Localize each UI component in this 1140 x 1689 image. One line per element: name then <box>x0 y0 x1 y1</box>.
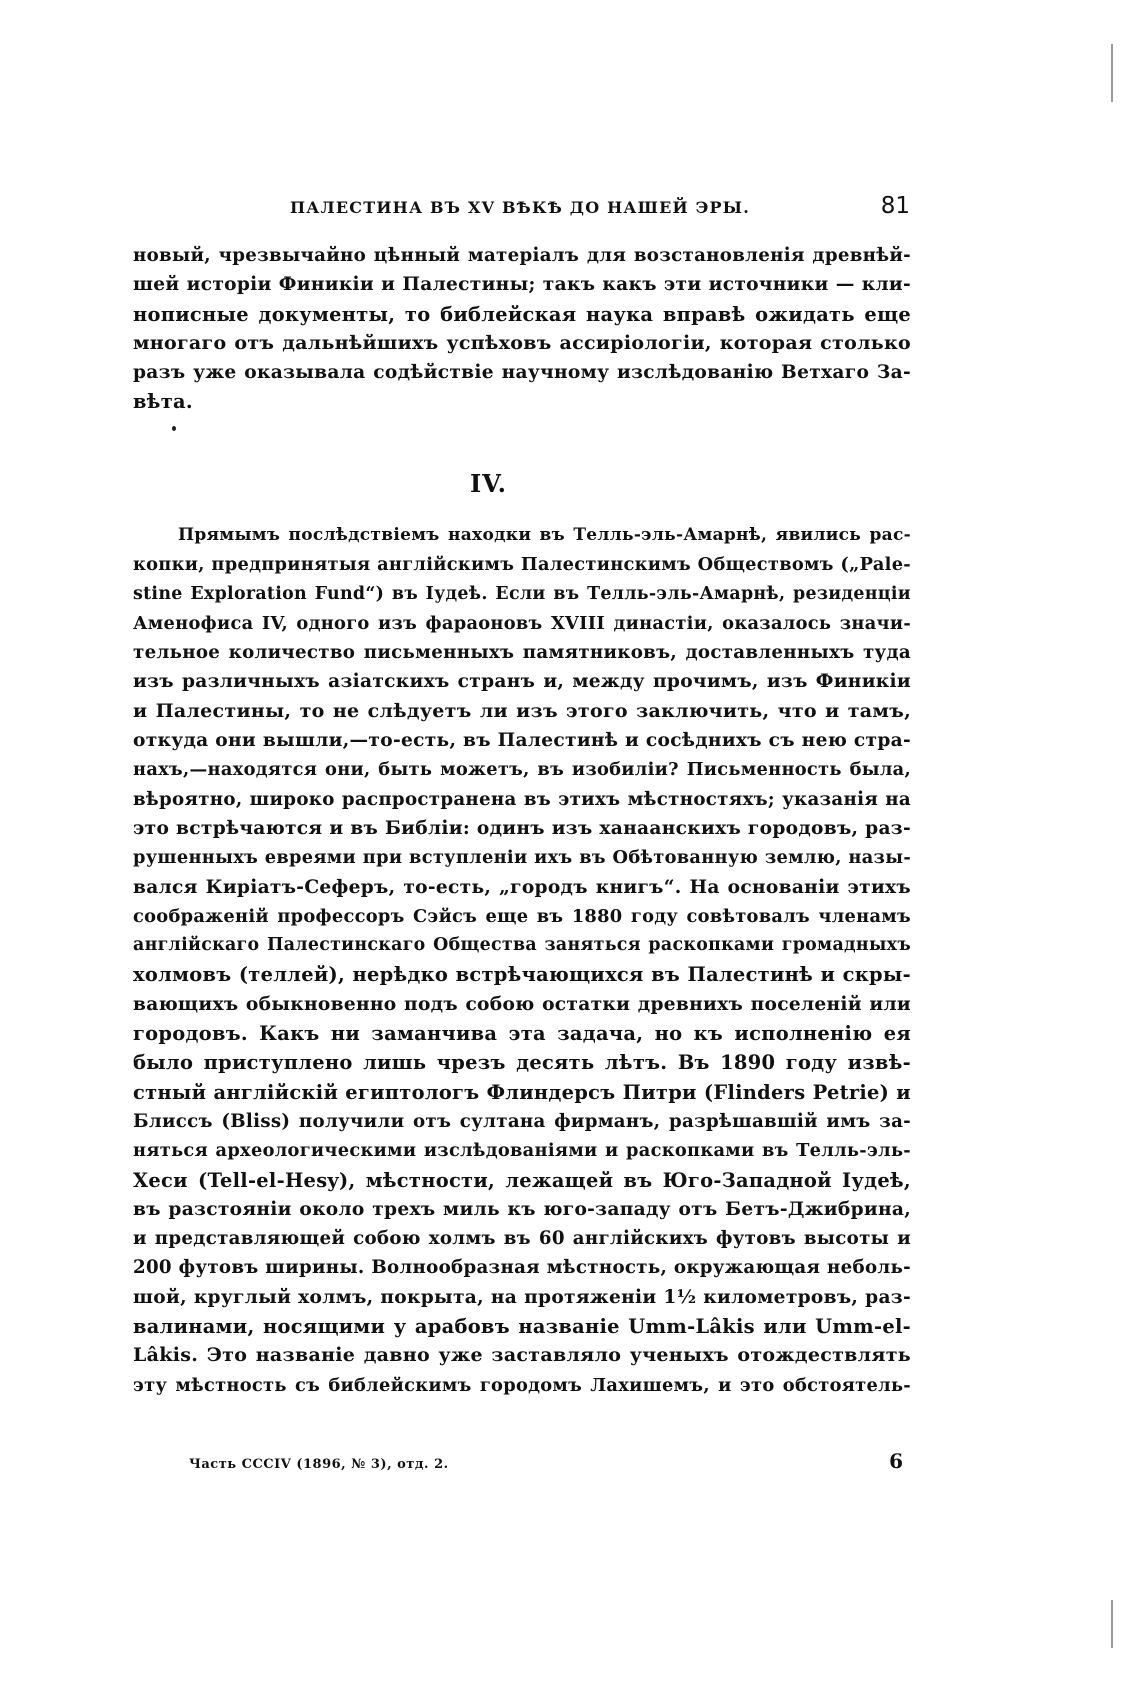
text-line: шей исторіи Финикіи и Палестины; такъ какъ эти источники — кли- <box>133 274 911 296</box>
text-line: Аменофиса IV, одного изъ фараоновъ XVIII династіи, оказалось значи- <box>133 612 911 634</box>
text-line: Блиссъ (Bliss) получили отъ султана фирманъ, разрѣшавшій имъ за- <box>133 1110 911 1132</box>
sheet-number: 6 <box>889 1449 903 1473</box>
text-line: городовъ. Какъ ни заманчива эта задача, но къ исполненію ея <box>133 1022 911 1046</box>
printer-signature: Часть CCCIV (1896, № 3), отд. 2. <box>189 1457 449 1472</box>
text-line: рушенныхъ евреями при вступленіи ихъ въ Обѣтованную землю, назы- <box>133 847 911 869</box>
text-line: шой, круглый холмъ, покрыта, на протяженіи 1½ километровъ, раз- <box>133 1286 911 1308</box>
text-line: и Палестины, то не слѣдуетъ ли изъ этого заключить, что и тамъ, <box>133 699 911 722</box>
text-line: вѣта. <box>133 390 193 414</box>
text-line: англійскаго Палестинскаго Общества заняться раскопками громадныхъ <box>133 935 911 956</box>
text-line: валинами, носящими у арабовъ названіе Umm-Lâkis или Umm-el- <box>133 1315 911 1339</box>
paragraph-section-iv <box>133 521 911 1400</box>
text-line: Прямымъ послѣдствіемъ находки въ Телль-эль-Амарнѣ, явились рас- <box>178 525 911 545</box>
text-line: стный англійскій египтологъ Флиндерсъ Питри (Flinders Petrie) и <box>133 1080 911 1104</box>
scan-speck <box>172 426 176 431</box>
text-line: Хеси (Tell-el-Hesy), мѣстности, лежащей въ Юго-Западной Іудеѣ, <box>133 1168 911 1192</box>
text-line: нахъ,—находятся они, быть можетъ, въ изобиліи? Письменность была, <box>133 759 911 781</box>
text-line: многаго отъ дальнѣйшихъ успѣховъ ассиріологіи, которая столько <box>133 331 911 354</box>
text-line: 200 футовъ ширины. Волнообразная мѣстность, окружающая неболь- <box>133 1257 911 1279</box>
page-footer <box>189 1449 911 1477</box>
text-line: вался Киріатъ-Сеферъ, то-есть, „городъ книгъ“. На основаніи этихъ <box>133 876 911 898</box>
text-line: вающихъ обыкновенно подъ собою остатки древнихъ поселеній или <box>133 993 911 1015</box>
scan-edge-mark-top <box>1111 44 1113 102</box>
text-line: вѣроятно, широко распространена въ этихъ мѣстностяхъ; указанія на <box>133 788 911 810</box>
text-line: изъ различныхъ азіатскихъ странъ и, между прочимъ, изъ Финикіи <box>133 671 911 693</box>
scan-edge-mark-bottom <box>1111 1600 1113 1648</box>
text-line: эту мѣстность съ библейскимъ городомъ Лахишемъ, и это обстоятель- <box>133 1374 911 1396</box>
text-line: тельное количество письменныхъ памятниковъ, доставленныхъ туда <box>133 642 911 664</box>
page-number: 81 <box>880 193 910 219</box>
text-line: новый, чрезвычайно цѣнный матеріалъ для возстановленія древнѣй- <box>133 245 911 266</box>
text-line: Lâkis. Это названіе давно уже заставляло ученыхъ отождествлять <box>133 1344 911 1367</box>
text-line: холмовъ (теллей), нерѣдко встрѣчающихся въ Палестинѣ и скры- <box>133 963 911 987</box>
running-title: ПАЛЕСТИНА ВЪ XV ВѢКѢ ДО НАШЕЙ ЭРЫ. <box>290 198 750 217</box>
running-head <box>290 193 910 225</box>
text-line: копки, предпринятыя англійскимъ Палестинскимъ Обществомъ („Pale- <box>133 554 911 576</box>
text-line: разъ уже оказывала содѣйствіе научному изслѣдованію Ветхаго За- <box>133 362 911 384</box>
text-line: stine Exploration Fund“) въ Іудеѣ. Если въ Телль-эль-Амарнѣ, резиденціи <box>133 583 911 604</box>
text-line: было приступлено лишь чрезъ десять лѣтъ. Въ 1890 году извѣ- <box>133 1051 911 1075</box>
text-line: это встрѣчаются и въ Библіи: одинъ изъ ханаанскихъ городовъ, раз- <box>133 817 911 839</box>
paragraph-continued <box>133 241 911 417</box>
text-line: въ разстояніи около трехъ миль къ юго-западу отъ Бетъ-Джибрина, <box>133 1198 911 1220</box>
text-line: и представляющей собою холмъ въ 60 англійскихъ футовъ высоты и <box>133 1228 911 1250</box>
section-heading: IV. <box>470 469 508 498</box>
text-line: откуда они вышли,—то-есть, въ Палестинѣ и сосѣднихъ съ нею стра- <box>133 730 911 752</box>
text-line: няться археологическими изслѣдованіями и раскопками въ Телль-эль- <box>133 1140 911 1162</box>
text-line: нописные документы, то библейская наука вправѣ ожидать еще <box>133 302 911 326</box>
text-line: соображеній профессоръ Сэйсъ еще въ 1880 году совѣтовалъ членамъ <box>133 905 911 927</box>
